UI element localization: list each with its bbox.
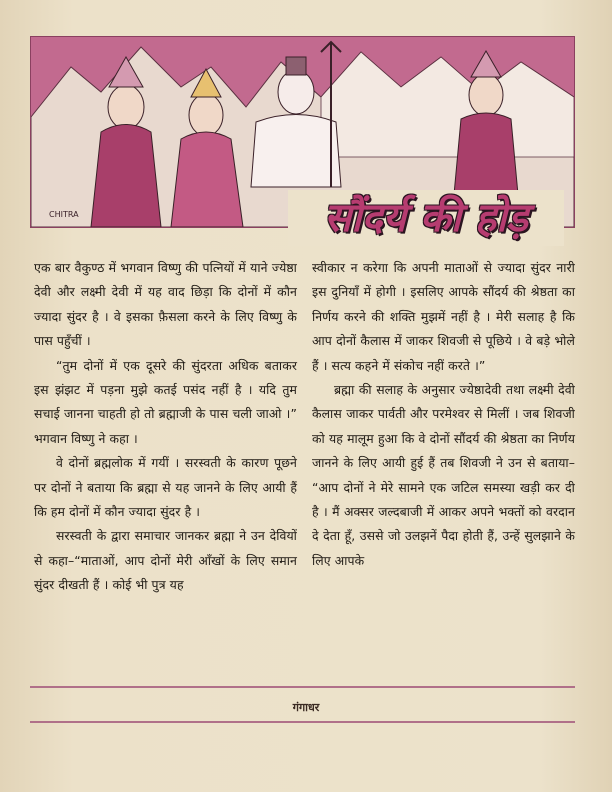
paragraph-3: वे दोनों ब्रह्मलोक में गयीं । सरस्वती के कारण पूछने पर दोनों ने बताया कि ब्रह्मा से यह जानने के लिए आयी हैं कि हम दोनों में कौन ज्यादा सुंदर है । — [34, 455, 297, 520]
paragraph-4: सरस्वती के द्वारा समाचार जानकर ब्रह्मा ने उन देवियों से कहा–“माताओं, आप दोनों मेरी आँखों के लिए समान सुंदर दीखती हैं । कोई भी पुत्र यह — [34, 528, 297, 593]
right-column — [312, 256, 575, 573]
left-column — [34, 256, 297, 598]
footer-rule-bottom — [30, 721, 575, 723]
paragraph-6: ब्रह्मा की सलाह के अनुसार ज्येष्ठादेवी तथा लक्ष्मी देवी कैलास जाकर पार्वती और परमेश्वर से मिलीं । जब शिवजी को यह मालूम हुआ कि वे दोनों सौंदर्य की श्रेष्ठता का निर्णय जानने के लिए आयी हुई हैं तब शिवजी ने उन से बताया– “आप दोनों ने मेरे सामने एक जटिल समस्या खड़ी कर दी है । मैं अक्सर जल्दबाजी में आकर अपने भक्तों को वरदान दे देता हूँ, उससे जो उलझनें पैदा होती हैं, उन्हें सुलझाने के लिए आपके — [312, 382, 575, 568]
paragraph-2: “तुम दोनों में एक दूसरे की सुंदरता अधिक बताकर इस झंझट में पड़ना मुझे कतई पसंद नहीं है । यदि तुम सचाई जानना चाहती हो तो ब्रह्माजी के पास चली जाओ ।” भगवान विष्णु ने कहा । — [34, 357, 297, 446]
artist-signature: CHITRA — [49, 210, 79, 219]
footer-rule-top — [30, 686, 575, 688]
author-name: गंगाधर — [292, 701, 320, 714]
story-title: सौंदर्य की होड़ — [288, 190, 564, 246]
paragraph-1: एक बार वैकुण्ठ में भगवान विष्णु की पत्नियों में याने ज्येष्ठा देवी और लक्ष्मी देवी में यह वाद छिड़ा कि दोनों में कौन ज्यादा सुंदर है । वे इसका फ़ैसला करने के लिए विष्णु के पास पहुँचीं । — [34, 260, 297, 349]
paragraph-5: स्वीकार न करेगा कि अपनी माताओं से ज्यादा सुंदर नारी इस दुनियाँ में होगी । इसलिए आपके सौंदर्य की श्रेष्ठता का निर्णय करने की शक्ति मुझमें नहीं है । मेरी सलाह है कि आप दोनों कैलास में जाकर शिवजी से पूछिये । वे बड़े भोले हैं । सत्य कहने में संकोच नहीं करते ।” — [312, 260, 575, 373]
